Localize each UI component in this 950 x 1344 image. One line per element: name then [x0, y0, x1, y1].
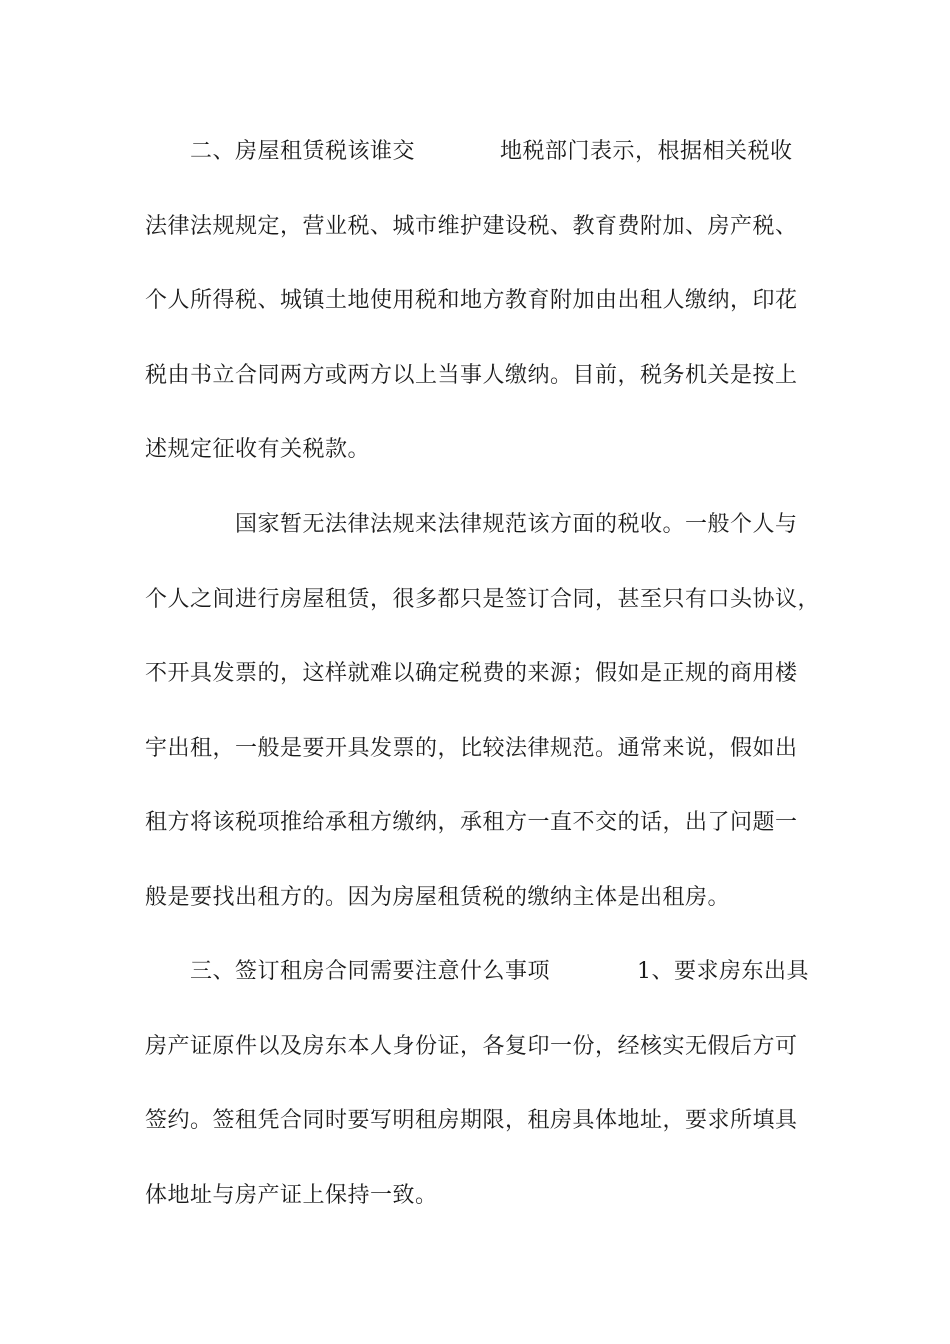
section-2-lead-text: 地税部门表示，根据相关税收	[500, 139, 793, 164]
section-3-line-3: 体地址与房产证上保持一致。	[145, 1183, 438, 1208]
section-3-lead-text: 1、要求房东出具	[637, 959, 809, 984]
paragraph-2-line-2: 个人之间进行房屋租赁，很多都只是签订合同，甚至只有口头协议，	[145, 587, 821, 612]
section-3-heading: 三、签订租房合同需要注意什么事项	[190, 959, 551, 984]
section-2-line-1: 法律法规规定，营业税、城市维护建设税、教育费附加、房产税、	[145, 214, 798, 239]
section-3-line-1: 房产证原件以及房东本人身份证，各复印一份，经核实无假后方可	[145, 1034, 798, 1059]
paragraph-2-line-1: 国家暂无法律法规来法律规范该方面的税收。一般个人与	[235, 512, 798, 537]
section-2-line-2: 个人所得税、城镇土地使用税和地方教育附加由出租人缴纳，印花	[145, 288, 798, 313]
section-3-line-2: 签约。签租凭合同时要写明租房期限，租房具体地址，要求所填具	[145, 1108, 798, 1133]
paragraph-2-line-4: 宇出租，一般是要开具发票的，比较法律规范。通常来说，假如出	[145, 736, 798, 761]
section-2-heading: 二、房屋租赁税该谁交	[190, 139, 416, 164]
paragraph-2-line-6: 般是要找出租方的。因为房屋租赁税的缴纳主体是出租房。	[145, 885, 731, 910]
paragraph-2-line-5: 租方将该税项推给承租方缴纳，承租方一直不交的话，出了问题一	[145, 810, 798, 835]
section-2-line-3: 税由书立合同两方或两方以上当事人缴纳。目前，税务机关是按上	[145, 363, 798, 388]
paragraph-2-line-3: 不开具发票的，这样就难以确定税费的来源；假如是正规的商用楼	[145, 661, 798, 686]
section-2-line-4: 述规定征收有关税款。	[145, 437, 371, 462]
